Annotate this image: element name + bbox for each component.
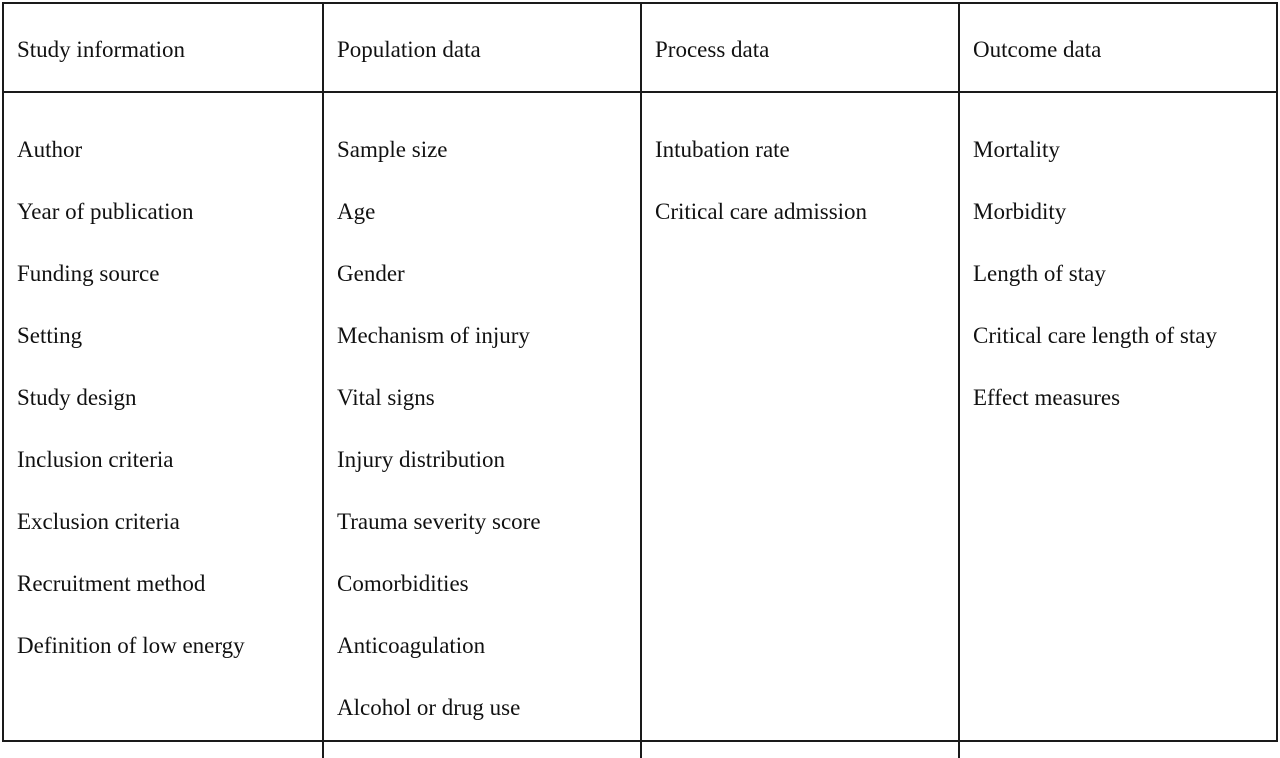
list-item: Effect measures	[973, 385, 1121, 410]
list-item: Length of stay	[973, 261, 1106, 286]
list-item: Mortality	[973, 137, 1060, 162]
list-item: Recruitment method	[17, 571, 206, 596]
list-item: Age	[337, 199, 376, 224]
list-item: Trauma severity score	[337, 509, 541, 534]
list-item: Inclusion criteria	[17, 447, 174, 472]
list-item: Morbidity	[973, 199, 1067, 224]
list-item: Critical care length of stay	[973, 323, 1217, 348]
column-header: Process data	[655, 36, 770, 62]
column-header: Study information	[17, 36, 186, 62]
list-item: Setting	[17, 323, 83, 348]
list-item: Injury distribution	[337, 447, 506, 472]
header-cell-study-information	[4, 4, 322, 93]
body-cell-outcome-data	[958, 93, 1276, 758]
list-item: Intubation rate	[655, 137, 790, 162]
column-header: Outcome data	[973, 36, 1102, 62]
list-item: Alcohol or drug use	[337, 695, 521, 720]
list-item: Exclusion criteria	[17, 509, 180, 534]
list-item: Anticoagulation	[337, 633, 486, 658]
list-item: Vital signs	[337, 385, 435, 410]
body-cell-process-data	[640, 93, 958, 758]
header-cell-population-data	[322, 4, 640, 93]
list-item: Critical care admission	[655, 199, 868, 224]
data-extraction-table	[2, 2, 1278, 742]
body-cell-study-information	[4, 93, 322, 758]
body-cell-population-data	[322, 93, 640, 758]
list-item: Study design	[17, 385, 137, 410]
list-item: Gender	[337, 261, 405, 286]
list-item: Funding source	[17, 261, 160, 286]
column-header: Population data	[337, 36, 481, 62]
list-item: Definition of low energy	[17, 633, 245, 658]
list-item: Mechanism of injury	[337, 323, 530, 348]
list-item: Comorbidities	[337, 571, 469, 596]
list-item: Year of publication	[17, 199, 194, 224]
list-item: Author	[17, 137, 83, 162]
list-item: Sample size	[337, 137, 448, 162]
header-cell-process-data	[640, 4, 958, 93]
header-cell-outcome-data	[958, 4, 1276, 93]
